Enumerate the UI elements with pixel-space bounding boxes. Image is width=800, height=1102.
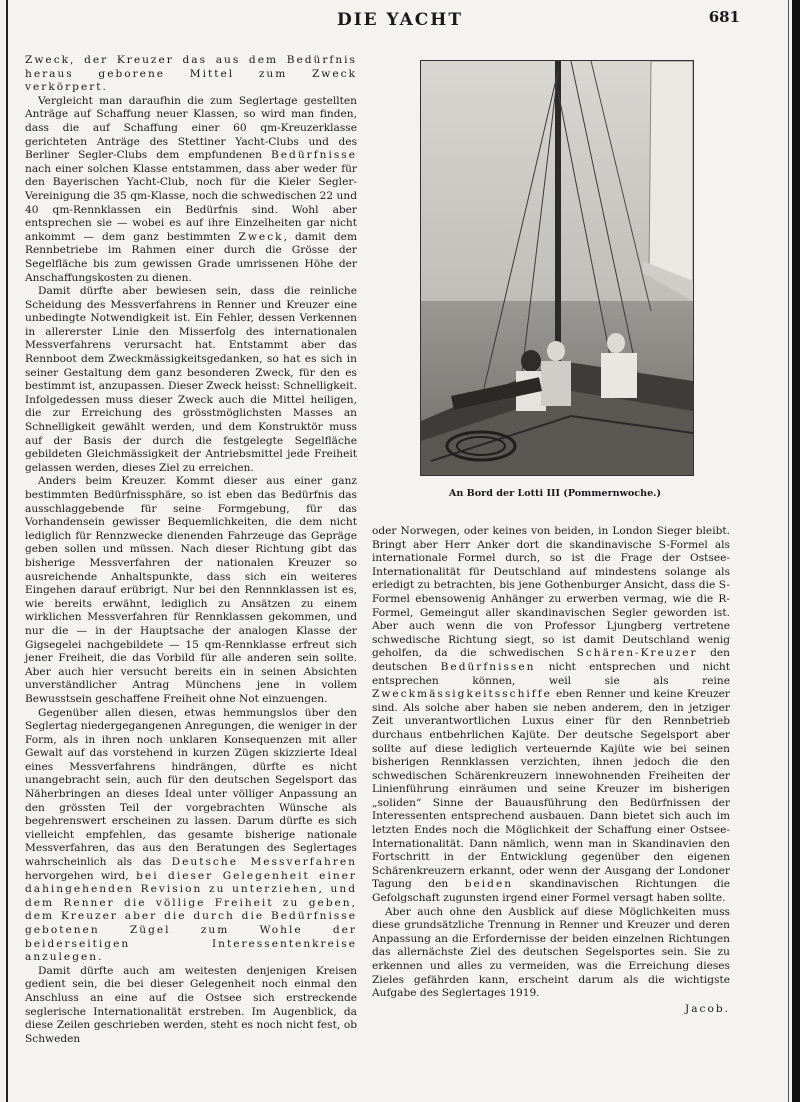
paragraph-text: Gegenüber allen diesen, etwas hemmungslos über den Seglertag niedergegangenen Anregungen, die weniger in der Form, als in ihren noch unklaren Konsequenzen mit aller Gewalt auf das vorstehend in kurzen Zügen skizzierte Ideal eines Messverfahrens hindrängen, dürfte es nicht unangebracht sein, auch für den deutschen Segelsport das Näherbringen an dieses Ideal unter völliger Anpassung an den grössten Teil der vorgebrachten Wünsche als begehrenswert erscheinen zu lassen. Darum dürfte es sich vielleicht empfehlen, das gesamte bisherige nationale Messverfahren, das aus den Beratungen des Seglertages wahrscheinlich als das bbox=[25, 706, 357, 869]
paragraph-1 bbox=[25, 54, 357, 95]
paragraph-text: Vergleicht man daraufhin die zum Seglertage gestellten Anträge auf Schaffung neuer Klassen, so wird man finden, dass die auf Schaffung einer 60 qm-Kreuzerklasse gerichteten Anträge des Stettiner Yacht-Clubs und des Berliner Segler-Clubs dem empfundenen bbox=[25, 94, 357, 162]
spaced-emphasis: Schären-Kreuzer bbox=[576, 647, 698, 660]
spaced-emphasis: Deutsche Messverfahren bbox=[171, 856, 357, 869]
paragraph-text: oder Norwegen, oder keines von beiden, in London Sieger bleibt. Bringt aber Herr Anker dort die skandinavische S-Formel als internationale Formel durch, so ist die Frage der Ostsee-Internationalität für Deutschland auf mindestens solange als erledigt zu betrachten, bis jene Gothenburger Ansicht, dass die S-Formel ebensowenig Anhänger zu erwerben vermag, wie die R-Formel, Gemeingut aller skandinavischen Segler geworden ist. Aber auch wenn die von Professor Ljungberg vertretene schwedische Richtung siegt, so ist damit Deutschland wenig geholfen, da die schwedischen bbox=[372, 525, 730, 660]
paragraph-text: hervorgehen wird, bbox=[25, 869, 137, 882]
paragraph-4: Anders beim Kreuzer. Kommt dieser aus einer ganz bestimmten Bedürfnissphäre, so ist eben das Bedürfnis das ausschlaggebende für seine Formgebung, für das Vorhandensein gewisser Bequemlichkeiten, die dem nicht lediglich für Rennzwecke dienenden Fahrzeuge das Gepräge geben sollen und müssen. Nach dieser Richtung gibt das bisherige Messverfahren der nationalen Kreuzer so ausreichende Anhaltspunkte, dass sich ein weiteres Eingehen darauf erübrigt. Nur bei den Rennnklassen ist es, wie bereits erwähnt, lediglich zu Ansätzen zu einem wirklichen Messverfahren für Rennklassen gekommen, und nur die — in der Hauptsache der analogen Klasse der Gigsegelei nachgebildete — 15 qm-Rennklasse erfreut sich jener Freiheit, die das Vorbild für alle anderen sein sollte. Aber auch hier versucht bereits ein in seinen Absichten unverständlicher Antrag Münchens jene in vollem Bewusstsein geschaffene Freiheit ohne Not einzuengen. bbox=[25, 475, 357, 705]
page-header bbox=[0, 8, 800, 34]
page-number: 681 bbox=[708, 8, 740, 26]
paragraph-text: , damit dem Rennbetriebe im Rahmen einer durch die Grösse der Segelfläche bis zum gewissen Grade umrissenen Höhe der Anschaffungskosten zu dienen. bbox=[25, 230, 357, 284]
sailboat-photo-image bbox=[421, 61, 693, 475]
sailboat-photo bbox=[420, 60, 694, 476]
paragraph-3: Damit dürfte aber bewiesen sein, dass die reinliche Scheidung des Messverfahrens in Renner und Kreuzer eine unbedingte Notwendigkeit ist. Ein Fehler, dessen Verkennen in allererster Linie den Misserfolg des internationalen Messverfahrens verursacht hat. Entstammt aber das Rennboot dem Zweckmässigkeitsgedanken, so hat es sich in seiner Gestaltung dem ganz besonderen Zweck, für den es bestimmt ist, anzupassen. Dieser Zweck heisst: Schnelligkeit. Infolgedessen muss dieser Zweck auch die Mittel heiligen, die zur Erreichung des grösstmöglichsten Masses an Schnelligkeit gewählt werden, und dem Konstruktör muss auf der Basis der durch die festgelegte Segelfläche gebildeten Gleichmässigkeit der Antriebsmittel jede Freiheit gelassen werden, dieses Ziel zu erreichen. bbox=[25, 285, 358, 474]
paragraph-text: nicht entsprechen und nicht entsprechen können, weil sie als reine bbox=[372, 660, 730, 687]
paragraph-2: Aber auch ohne den Ausblick auf diese Möglichkeiten muss diese grundsätzliche Trennung in Renner und Kreuzer und deren Anpassung an die Erfordernisse der beiden einzelnen Richtungen das allernächste Ziel des deutschen Segelsportes sein. Sie zu erkennen und alles zu vermeiden, was die Erreichung dieses Zieles gefährden kann, erscheint darum als die wichtigste Aufgabe des Seglertages 1919. bbox=[372, 905, 730, 1000]
paragraph-1 bbox=[372, 525, 730, 906]
paragraph-text: nach einer solchen Klasse entstammen, dass aber weder für den Bayerischen Yacht-Club, noch für die Kieler Segler-Vereinigung die 35 qm-Klasse, noch die schwedischen 22 und 40 qm-Rennklassen ein Bedürfnis sind. Wohl aber entsprechen sie — wobei es auf ihre Einzelheiten gar nicht ankommt — dem ganz bestimmten bbox=[25, 162, 357, 243]
scan-border-right bbox=[792, 0, 800, 1102]
spaced-emphasis: beiden bbox=[464, 878, 514, 891]
author-signature: Jacob. bbox=[684, 1002, 730, 1015]
spaced-emphasis: Zweckmässigkeitsschiffe bbox=[372, 688, 552, 701]
paragraph-text: den deutschen bbox=[372, 647, 731, 673]
paragraph-text: skandinavischen Richtungen die Gefolgschaft zugunsten irgend einer Formel versagt haben sollte. bbox=[372, 878, 730, 905]
paragraph-text: eben Renner und keine Kreuzer sind. Als solche aber haben sie neben anderem, den in jetziger Zeit unverantwortlichen Luxus einer für den Rennbetrieb durchaus entbehrlichen Kajüte. Der deutsche Segelsport aber sollte auf diese lediglich verteuernde Kajüte wie bei seinen bisherigen Rennklassen verzichten, ihnen jedoch die den schwedischen Schärenkreuzern innewohnenden Freiheiten der Linienführung einräumen und seine Kreuzer im bisherigen „soliden“ Sinne der Bauausführung den Bedürfnissen der Interessenten entsprechend ausbauen. Dann bietet sich auch im letzten Endes noch die Möglichkeit der Schaffung einer Ostsee-Internationalität. Dann nämlich, wenn man in Skandinavien den Fortschritt in der Entwicklung gegenüber den eigenen Schärenkreuzern erkannt, oder wenn der Ausgang der Londoner Tagung den bbox=[372, 688, 730, 891]
scan-border-left bbox=[6, 0, 8, 1102]
right-column bbox=[372, 525, 730, 1016]
journal-title: DIE YACHT bbox=[336, 10, 464, 30]
paragraph-text: Zweck, der Kreuzer das aus dem Bedürfnis heraus geborene Mittel zum Zweck verkörpert. bbox=[25, 54, 357, 94]
spaced-emphasis: Bedürfnisse bbox=[271, 149, 357, 162]
scan-border-right-inner bbox=[788, 0, 789, 1102]
left-column bbox=[25, 54, 357, 1046]
spaced-emphasis: bei dieser Gelegenheit einer dahingehenden Revision zu unterziehen, und dem Renner die völlige Freiheit zu geben, dem Kreuzer aber die durch die Bedürfnisse gebotenen Zügel zum Wohle der beiderseitigen Interessentenkreise anzulegen. bbox=[25, 869, 357, 964]
paragraph-6: Damit dürfte auch am weitesten denjenigen Kreisen gedient sein, die bei dieser Gelegenheit noch einmal den Anschluss an eine auf die Ostsee sich erstreckende seglerische Internationalität erstreben. Im Augenblick, da diese Zeilen geschrieben werden, steht es noch nicht fest, ob Schweden bbox=[25, 964, 357, 1045]
paragraph-2 bbox=[25, 95, 357, 285]
spaced-emphasis: Zweck bbox=[238, 230, 284, 243]
photo-caption: An Bord der Lotti III (Pommernwoche.) bbox=[448, 488, 662, 499]
spaced-emphasis: Bedürfnissen bbox=[440, 660, 536, 673]
paragraph-5 bbox=[25, 707, 357, 965]
